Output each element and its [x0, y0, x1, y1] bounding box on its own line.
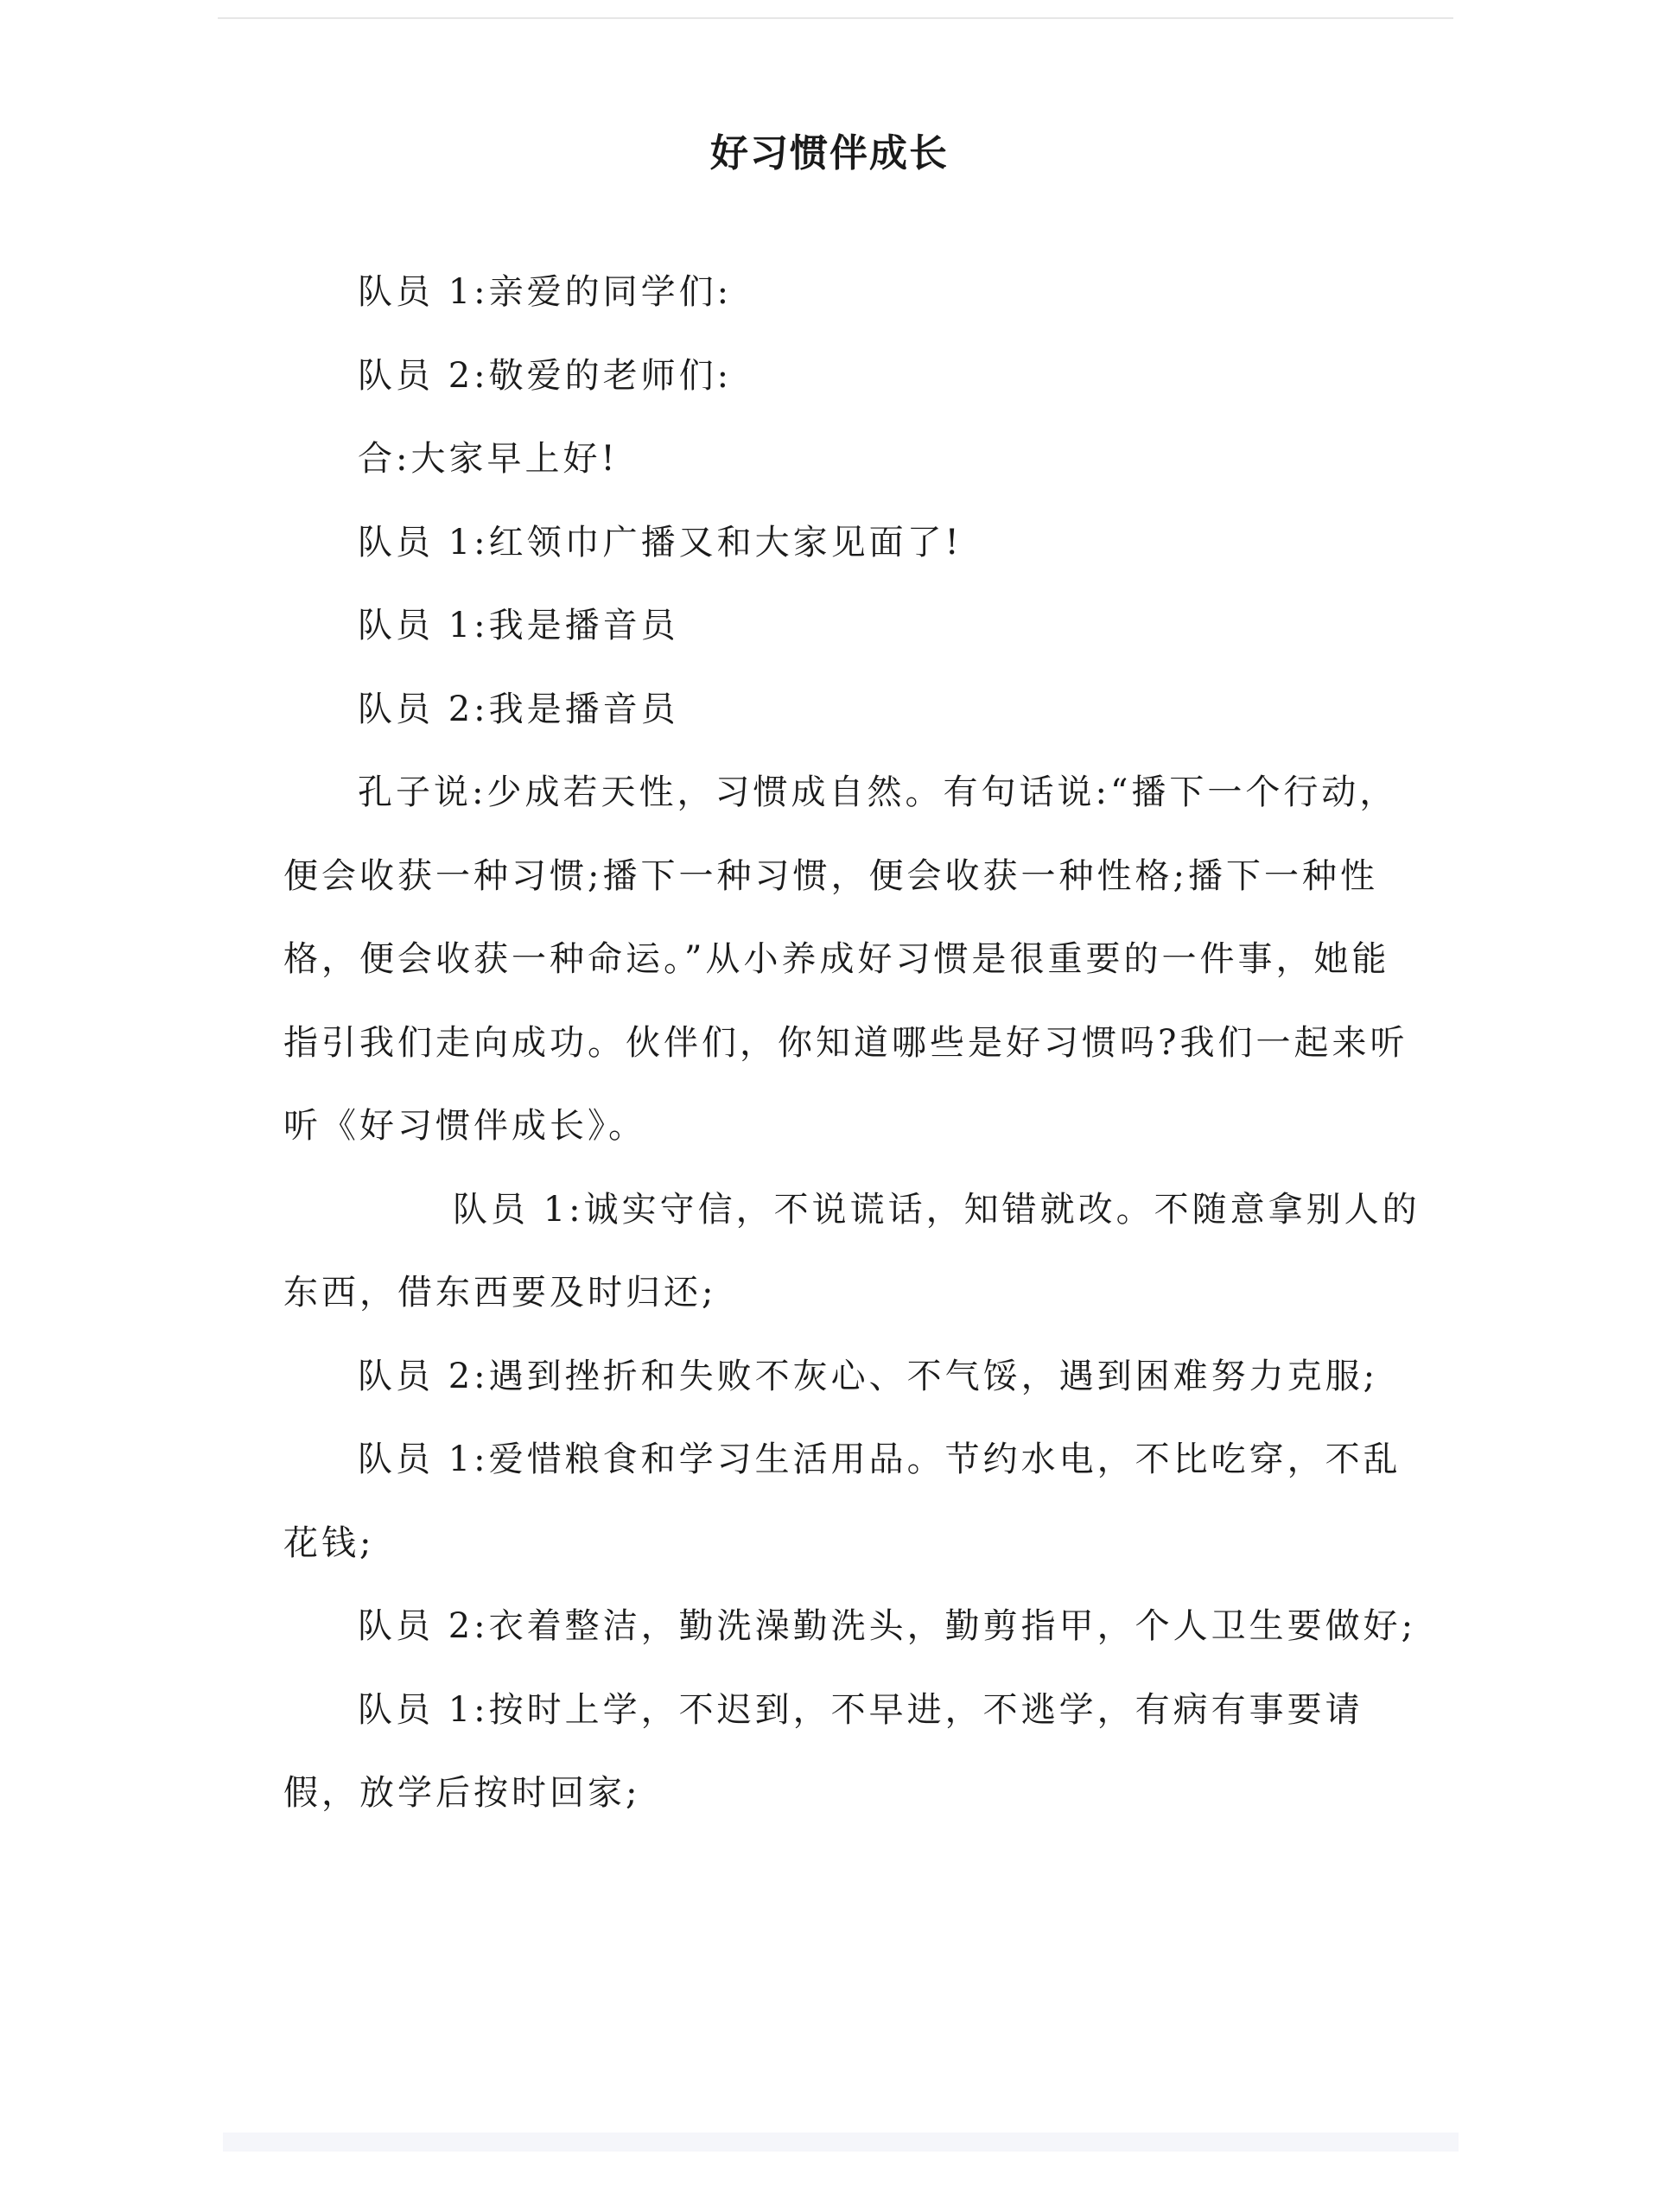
paragraph-announcer-2: 队员 2:我是播音员	[358, 689, 679, 729]
paragraph-good-morning: 合:大家早上好!	[358, 439, 619, 479]
top-rule	[218, 17, 1453, 19]
paragraph-punctuality: 队员 1:按时上学，不迟到，不早进，不逃学，有病有事要请假，放学后按时回家;	[283, 1689, 1363, 1813]
paragraph-hygiene: 队员 2:衣着整洁，勤洗澡勤洗头，勤剪指甲，个人卫生要做好;	[358, 1606, 1417, 1646]
paragraph-confucius: 孔子说:少成若天性，习惯成自然。有句话说:“播下一个行动，便会收获一种习惯;播下一种习惯，便会收获一种性格;播下一种性格，便会收获一种命运。”从小养成好习惯是很重要的一件事，她能指引我们走向成功。伙伴们，你知道哪些是好习惯吗?我们一起来听听《好习惯伴成长》。	[283, 772, 1408, 1146]
paragraph-greeting-teachers: 队员 2:敬爱的老师们:	[358, 355, 733, 396]
paragraph-greeting-students: 队员 1:亲爱的同学们:	[358, 272, 733, 312]
paragraph-honesty: 队员 1:诚实守信，不说谎话，知错就改。不随意拿别人的东西，借东西要及时归还;	[283, 1189, 1421, 1313]
document-body	[283, 251, 1424, 1835]
bottom-band	[223, 2133, 1459, 2152]
paragraph-broadcast-intro: 队员 1:红领巾广播又和大家见面了!	[358, 522, 963, 563]
paragraph-perseverance: 队员 2:遇到挫折和失败不灰心、不气馁，遇到困难努力克服;	[358, 1356, 1379, 1396]
paragraph-announcer-1: 队员 1:我是播音员	[358, 606, 679, 645]
paragraph-thrift: 队员 1:爱惜粮食和学习生活用品。节约水电，不比吃穿，不乱花钱;	[283, 1440, 1402, 1563]
document-title: 好习惯伴成长	[710, 131, 949, 175]
